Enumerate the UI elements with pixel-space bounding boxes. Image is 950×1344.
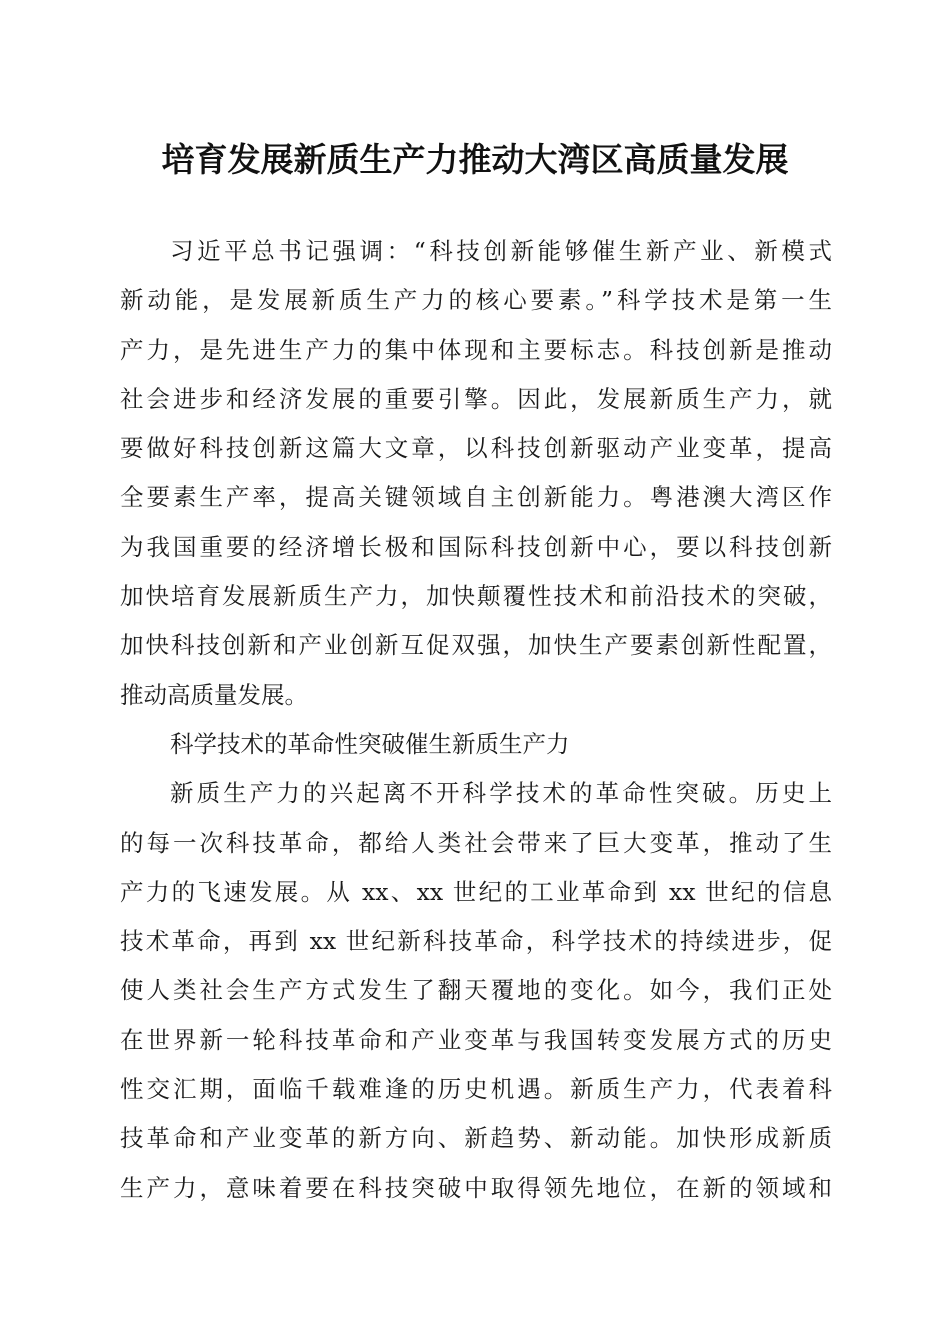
text-line: 技术革命，再到 xx 世纪新科技革命，科学技术的持续进步，促 [120,927,832,956]
section-heading: 科学技术的革命性突破催生新质生产力 [170,729,570,758]
text-line: 使人类社会生产方式发生了翻天覆地的变化。如今，我们正处 [120,976,832,1005]
text-line: 加快科技创新和产业创新互促双强，加快生产要素创新性配置， [120,631,832,660]
text-line: 产力的飞速发展。从 xx、xx 世纪的工业革命到 xx 世纪的信息 [120,877,832,906]
text-line: 要做好科技创新这篇大文章，以科技创新驱动产业变革，提高 [120,434,832,463]
text-line: 社会进步和经济发展的重要引擎。因此，发展新质生产力，就 [120,384,832,413]
text-line: 产力，是先进生产力的集中体现和主要标志。科技创新是推动 [120,335,832,364]
document-title: 培育发展新质生产力推动大湾区高质量发展 [161,140,789,179]
text-line: 推动高质量发展。 [120,680,308,709]
text-line: 习近平总书记强调：“科技创新能够催生新产业、新模式 [170,237,832,265]
text-line: 性交汇期，面临千载难逢的历史机遇。新质生产力，代表着科 [120,1075,832,1104]
document-body [120,227,832,1213]
text-line: 生产力，意味着要在科技突破中取得领先地位，在新的领域和 [120,1173,832,1202]
text-line: 新动能，是发展新质生产力的核心要素。”科学技术是第一生 [120,286,832,315]
text-line: 加快培育发展新质生产力，加快颠覆性技术和前沿技术的突破， [120,582,832,611]
text-line: 技革命和产业变革的新方向、新趋势、新动能。加快形成新质 [120,1124,832,1153]
text-line: 全要素生产率，提高关键领域自主创新能力。粤港澳大湾区作 [120,483,832,512]
text-line: 的每一次科技革命，都给人类社会带来了巨大变革，推动了生 [120,828,832,857]
text-line: 在世界新一轮科技革命和产业变革与我国转变发展方式的历史 [120,1025,832,1054]
text-line: 为我国重要的经济增长极和国际科技创新中心，要以科技创新 [120,532,832,561]
text-line: 新质生产力的兴起离不开科学技术的革命性突破。历史上 [170,779,832,808]
